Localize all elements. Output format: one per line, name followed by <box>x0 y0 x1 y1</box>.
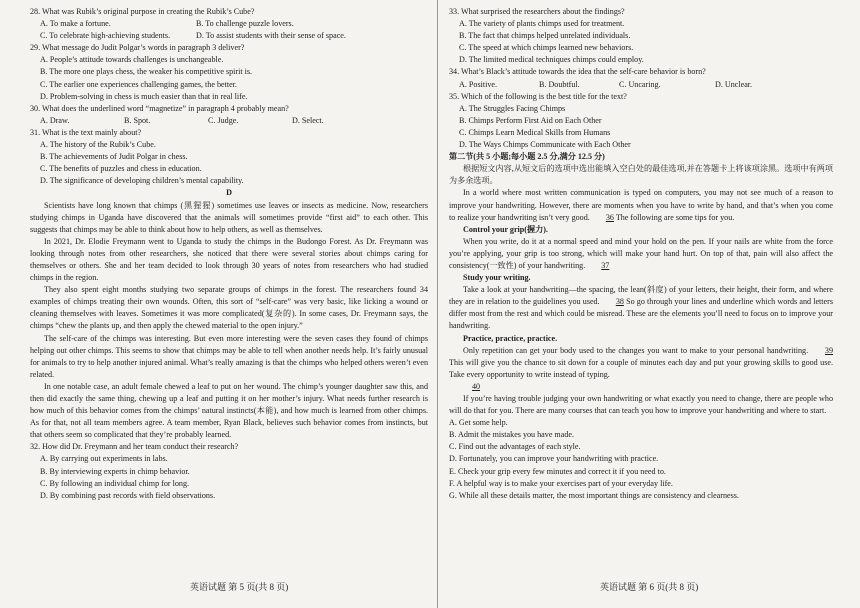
question-30: 30. What does the underlined word “magnetize” in paragraph 4 probably mean? <box>30 103 289 113</box>
choice-c: C. Find out the advantages of each style. <box>449 442 581 452</box>
option-32a: A. By carrying out experiments in labs. <box>40 454 168 464</box>
option-33b: B. The fact that chimps helped unrelated individuals. <box>459 31 631 41</box>
section-d-heading: D <box>226 188 232 198</box>
option-35a: A. The Struggles Facing Chimps <box>459 103 566 113</box>
tip-heading-3: Practice, practice, practice. <box>463 333 558 343</box>
option-34b: B. Doubtful. <box>539 79 580 89</box>
tip-paragraph-1 <box>449 236 833 272</box>
question-28: 28. What was Rubik’s original purpose in creating the Rubik’s Cube? <box>30 7 255 16</box>
option-29d: D. Problem-solving in chess is much easier than that in real life. <box>40 91 248 101</box>
option-30a: A. Draw. <box>40 115 70 125</box>
passage-paragraph-2: In 2021, Dr. Elodie Freymann went to Uganda to study the chimps in the Budongo Forest. As Dr. Freymann was looking through notes from other researchers, she noticed that there were several stories about chimps caring for themselves or others. She and her team decided to look through 30 years of notes from researchers who had studied chimps in the region. <box>30 236 428 283</box>
passage-paragraph-3: They also spent eight months studying two separate groups of chimps in the forest. The researchers found 34 examples of chimps treating their own wounds. Often, this sort of “self-care” was very basic, like licking a wound or cleaning themselves with leaves. Sometimes it was more complicated(复杂的). In some cases, Dr. Freymann says, the chimps “chew the plants up, and then apply the chewed material to the open injury.” <box>30 285 428 331</box>
page-footer-left: 英语试题 第 5 页(共 8 页) <box>190 582 289 592</box>
choice-b: B. Admit the mistakes you have made. <box>449 430 574 440</box>
right-column <box>449 6 833 502</box>
option-32c: C. By following an individual chimp for long. <box>40 478 190 488</box>
left-column <box>30 6 428 502</box>
question-28-options-row1 <box>40 18 428 30</box>
option-34d: D. Unclear. <box>715 79 753 89</box>
passage-intro <box>449 187 833 223</box>
tip-paragraph-3-text-a: Only repetition can get your body used to the changes you want to make to your personal handwriting. <box>463 345 809 355</box>
option-30d: D. Select. <box>292 115 324 125</box>
question-32: 32. How did Dr. Freymann and her team conduct their research? <box>30 442 239 452</box>
choice-d: D. Fortunately, you can improve your handwriting with practice. <box>449 454 659 464</box>
choice-f: F. A helpful way is to make your exercises part of your everyday life. <box>449 478 673 488</box>
question-34: 34. What’s Black’s attitude towards the idea that the self-care behavior is born? <box>449 67 706 77</box>
tip-paragraph-4: If you’re having trouble judging your own handwriting or what exactly you need to change, there are people who will do that for you. There are many courses that can teach you how to improve your handwriting and where to start. <box>449 394 833 416</box>
section-2-heading: 第二节(共 5 小题;每小题 2.5 分,满分 12.5 分) <box>449 152 605 162</box>
page-footer-right: 英语试题 第 6 页(共 8 页) <box>600 582 699 592</box>
passage-paragraph-5: In one notable case, an adult female chewed a leaf to put on her wound. The chimp’s younger daughter saw this, and then did exactly the same thing, chewing up a leaf and putting it on her mother’s injury. What needs further research is how much of this behavior comes from the chimps’ natural instincts(本能), and how much is learned from other chimps. As for that, not all team members agree. A team member, Ryan Black, believes such behavior comes from instincts, but that others seem so complicated that they’re probably learned. <box>30 381 428 440</box>
blank-40: 40 <box>471 381 481 391</box>
option-34a: A. Positive. <box>459 79 497 89</box>
tip-paragraph-2-text-b: So go through your lines and underline which words and letters differ most from the rest and which could be misread. These are the elements you’ll need to focus on to improve your handwriting. <box>449 297 833 331</box>
option-28d: D. To assist students with their sense of space. <box>196 31 346 41</box>
passage-paragraph-4: The self-care of the chimps was interesting. But even more interesting were the seven cases they found of chimps helping out other chimps. This seems to show that chimps may be able to tell when another needs help. It’s fairly unusual for animals to try to help another injured animal. What’s really amazing is that the chimps who helped others weren’t even related. <box>30 333 428 379</box>
option-35b: B. Chimps Perform First Aid on Each Other <box>459 115 602 125</box>
question-29: 29. What message do Judit Polgar’s words in paragraph 3 deliver? <box>30 43 245 53</box>
blank-39: 39 <box>824 345 834 355</box>
blank-38: 38 <box>615 297 624 307</box>
tip-paragraph-2 <box>449 284 833 332</box>
question-34-options <box>459 79 833 91</box>
option-33c: C. The speed at which chimps learned new behaviors. <box>459 43 634 53</box>
option-35d: D. The Ways Chimps Communicate with Each Other <box>459 140 631 150</box>
passage-intro-text: In a world where most written communication is typed on computers, you may not see much of a reason to improve your handwriting. However, there are moments when you have to write by hand, and that’s when you come to realize your handwriting isn’t very good. <box>449 188 833 222</box>
option-35c: C. Chimps Learn Medical Skills from Humans <box>459 127 611 137</box>
tip-paragraph-1-text: When you write, do it at a normal speed and mind your hold on the pen. If your nails are white from the force you’re applying, your grip is too strong, which will make your hand hurt. On top of that, pain will also affect the consistency(一致性) of your handwriting. <box>449 236 833 270</box>
column-divider <box>437 0 438 608</box>
option-32b: B. By interviewing experts in chimp behavior. <box>40 466 190 476</box>
question-30-options <box>40 115 428 127</box>
passage-paragraph-1: Scientists have long known that chimps (黑猩猩) sometimes use leaves or insects as medicine. Now, researchers studying chimps in Uganda have discovered that the animals will sometimes provide “first aid” to each other. This suggests that chimps may be able to think about how to help others, as well as themselves. <box>30 200 428 234</box>
tip-paragraph-3 <box>449 345 833 381</box>
option-30b: B. Spot. <box>124 115 151 125</box>
passage-intro-end: The following are some tips for you. <box>615 212 735 222</box>
tip-heading-1: Control your grip(握力). <box>463 224 548 234</box>
option-31a: A. The history of the Rubik’s Cube. <box>40 140 156 150</box>
option-28a: A. To make a fortune. <box>40 19 111 29</box>
option-29b: B. The more one plays chess, the weaker his competitive spirit is. <box>40 67 253 77</box>
option-33d: D. The limited medical techniques chimps could employ. <box>459 55 644 65</box>
tip-paragraph-3-text-b: This will give you the chance to sit down for a couple of minutes each day and put your growing skills to good use. Take every opportunity to write instead of typing. <box>449 357 833 379</box>
section-2-instruction: 根据短文内容,从短文后的选项中选出能填入空白处的最佳选项,并在答题卡上将该项涂黑。选项中有两项为多余选项。 <box>449 164 833 186</box>
option-31c: C. The benefits of puzzles and chess in education. <box>40 164 202 174</box>
option-29a: A. People’s attitude towards challenges is unchangeable. <box>40 55 224 65</box>
option-31d: D. The significance of developing children’s mental capability. <box>40 176 244 186</box>
option-28c: C. To celebrate high-achieving students. <box>40 31 171 41</box>
option-30c: C. Judge. <box>208 115 239 125</box>
choice-e: E. Check your grip every few minutes and correct it if you need to. <box>449 466 666 476</box>
question-35: 35. Which of the following is the best title for the text? <box>449 91 627 101</box>
choice-g: G. While all these details matter, the most important things are consistency and clearness. <box>449 490 739 500</box>
option-28b: B. To challenge puzzle lovers. <box>196 19 294 29</box>
blank-40-line <box>465 381 833 393</box>
blank-37: 37 <box>601 260 610 270</box>
tip-paragraph-2-text-a: Take a look at your handwriting—the spacing, the lean(斜度) of your letters, their height, their form, and where they are in relation to the guidelines you used. <box>449 285 833 307</box>
blank-36: 36 <box>605 212 614 222</box>
option-34c: C. Uncaring. <box>619 79 661 89</box>
option-31b: B. The achievements of Judit Polgar in chess. <box>40 152 188 162</box>
tip-heading-2: Study your writing. <box>463 273 531 283</box>
option-33a: A. The variety of plants chimps used for treatment. <box>459 19 625 29</box>
option-29c: C. The earlier one experiences challenging games, the better. <box>40 79 237 89</box>
choice-a: A. Get some help. <box>449 418 508 428</box>
option-32d: D. By combining past records with field observations. <box>40 490 216 500</box>
question-33: 33. What surprised the researchers about the findings? <box>449 7 625 16</box>
question-31: 31. What is the text mainly about? <box>30 127 142 137</box>
question-28-options-row2 <box>40 30 428 42</box>
